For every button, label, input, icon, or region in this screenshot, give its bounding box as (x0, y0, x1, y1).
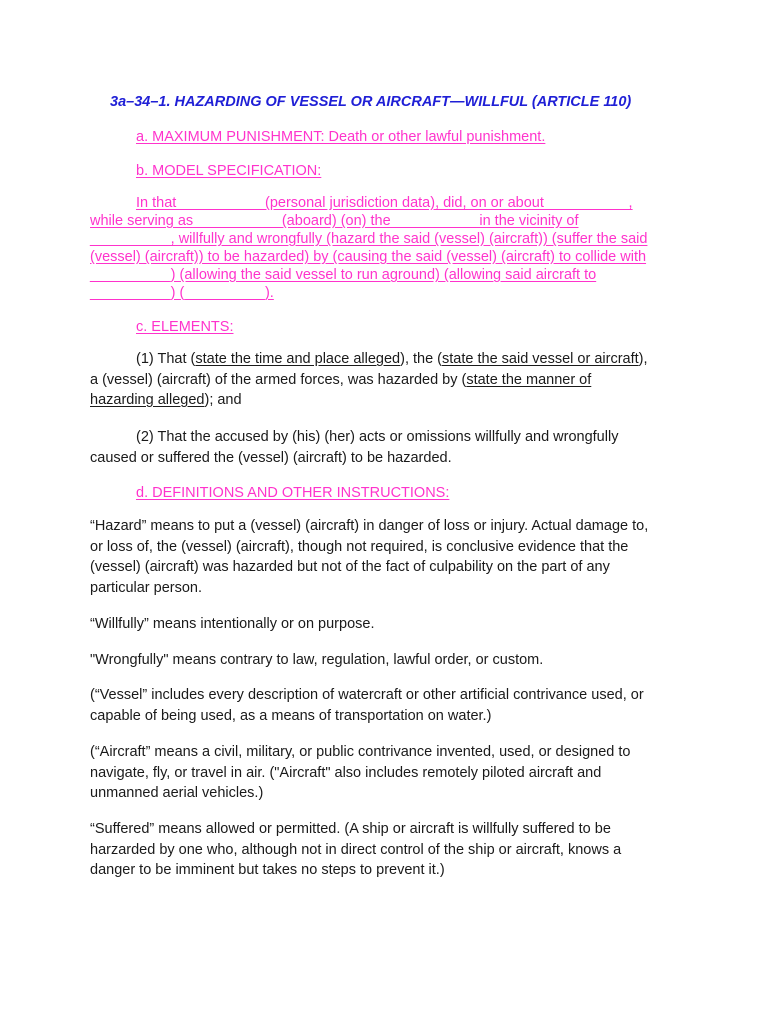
element-1-placeholder-vessel: state the said vessel or aircraft (442, 351, 639, 367)
element-1-placeholder-manner: state the manner of (466, 371, 592, 388)
definition-line: harzarded by one who, although not in direct control of the ship or aircraft, knows a (90, 841, 622, 858)
definition-line: "Wrongfully" means contrary to law, regulation, lawful order, or custom. (90, 652, 544, 668)
spec-line: __________) (allowing the said vessel to run aground) (allowing said aircraft to (90, 267, 597, 283)
definition-line: (“Aircraft” means a civil, military, or public contrivance invented, used, or designed to (90, 744, 631, 760)
definition-line: “Suffered” means allowed or permitted. (A ship or aircraft is willfully suffered to be (90, 821, 611, 837)
spec-line: In that __________ (personal jurisdiction data), did, on or about __________, (136, 195, 633, 211)
definition-line: (“Vessel” includes every description of watercraft or other artificial contrivance used, or (90, 687, 644, 703)
definition-line: or loss of, the (vessel) (aircraft), though not required, is conclusive evidence that the (90, 538, 629, 555)
element-2-line: (2) That the accused by (his) (her) acts or omissions willfully and wrongfully (136, 429, 619, 445)
element-1-placeholder-time-place: state the time and place alleged (195, 351, 401, 367)
element-1-text: (1) That ( (136, 351, 196, 367)
spec-line: (vessel) (aircraft)) to be hazarded) by (causing the said (vessel) (aircraft) to collide with (90, 249, 647, 265)
element-1 (90, 349, 690, 411)
definition-suffered (90, 819, 690, 881)
definition-line: “Hazard” means to put a (vessel) (aircraft) in danger of loss or injury. Actual damage to, (90, 518, 649, 534)
section-b-model-specification-heading: b. MODEL SPECIFICATION: (136, 163, 322, 179)
element-1-placeholder-manner: hazarding alleged (90, 392, 205, 408)
section-a-max-punishment: a. MAXIMUM PUNISHMENT: Death or other lawful punishment. (136, 129, 546, 145)
definition-wrongfully (90, 650, 690, 671)
spec-line: __________) (__________). (90, 285, 274, 301)
definition-aircraft (90, 742, 690, 804)
document-title: 3a–34–1. HAZARDING OF VESSEL OR AIRCRAFT—WILLFUL (ARTICLE 110) (110, 94, 632, 110)
definition-line: danger to be imminent but takes no steps to prevent it.) (90, 862, 445, 878)
definition-willfully (90, 614, 690, 635)
definition-line: “Willfully” means intentionally or on purpose. (90, 616, 375, 632)
element-2-line: caused or suffered the (vessel) (aircraft) to be hazarded. (90, 449, 452, 466)
definition-line: particular person. (90, 579, 203, 596)
definition-line: (vessel) (aircraft) was hazarded but not of the fact of culpability on the part of any (90, 559, 610, 575)
element-2 (90, 427, 690, 468)
definition-vessel (90, 685, 690, 726)
element-1-text: ), the ( (400, 351, 443, 367)
definition-line: navigate, fly, or travel in air. ("Aircraft" also includes remotely piloted aircraft and (90, 764, 602, 781)
definition-line: capable of being used, as a means of transportation on water.) (90, 707, 492, 724)
section-c-elements-heading: c. ELEMENTS: (136, 319, 234, 335)
element-1-text: ); and (204, 392, 242, 408)
model-specification-text (90, 194, 690, 302)
element-1-text: ), (638, 351, 648, 367)
definition-hazard (90, 516, 690, 598)
element-1-text: a (vessel) (aircraft) of the armed forces, was hazarded by ( (90, 371, 467, 388)
spec-line: __________, willfully and wrongfully (hazard the said (vessel) (aircraft)) (suffer the said (90, 231, 648, 247)
spec-line: while serving as __________ (aboard) (on) the __________ in the vicinity of (90, 213, 579, 229)
definition-line: unmanned aerial vehicles.) (90, 785, 264, 801)
section-d-definitions-heading: d. DEFINITIONS AND OTHER INSTRUCTIONS: (136, 485, 450, 501)
